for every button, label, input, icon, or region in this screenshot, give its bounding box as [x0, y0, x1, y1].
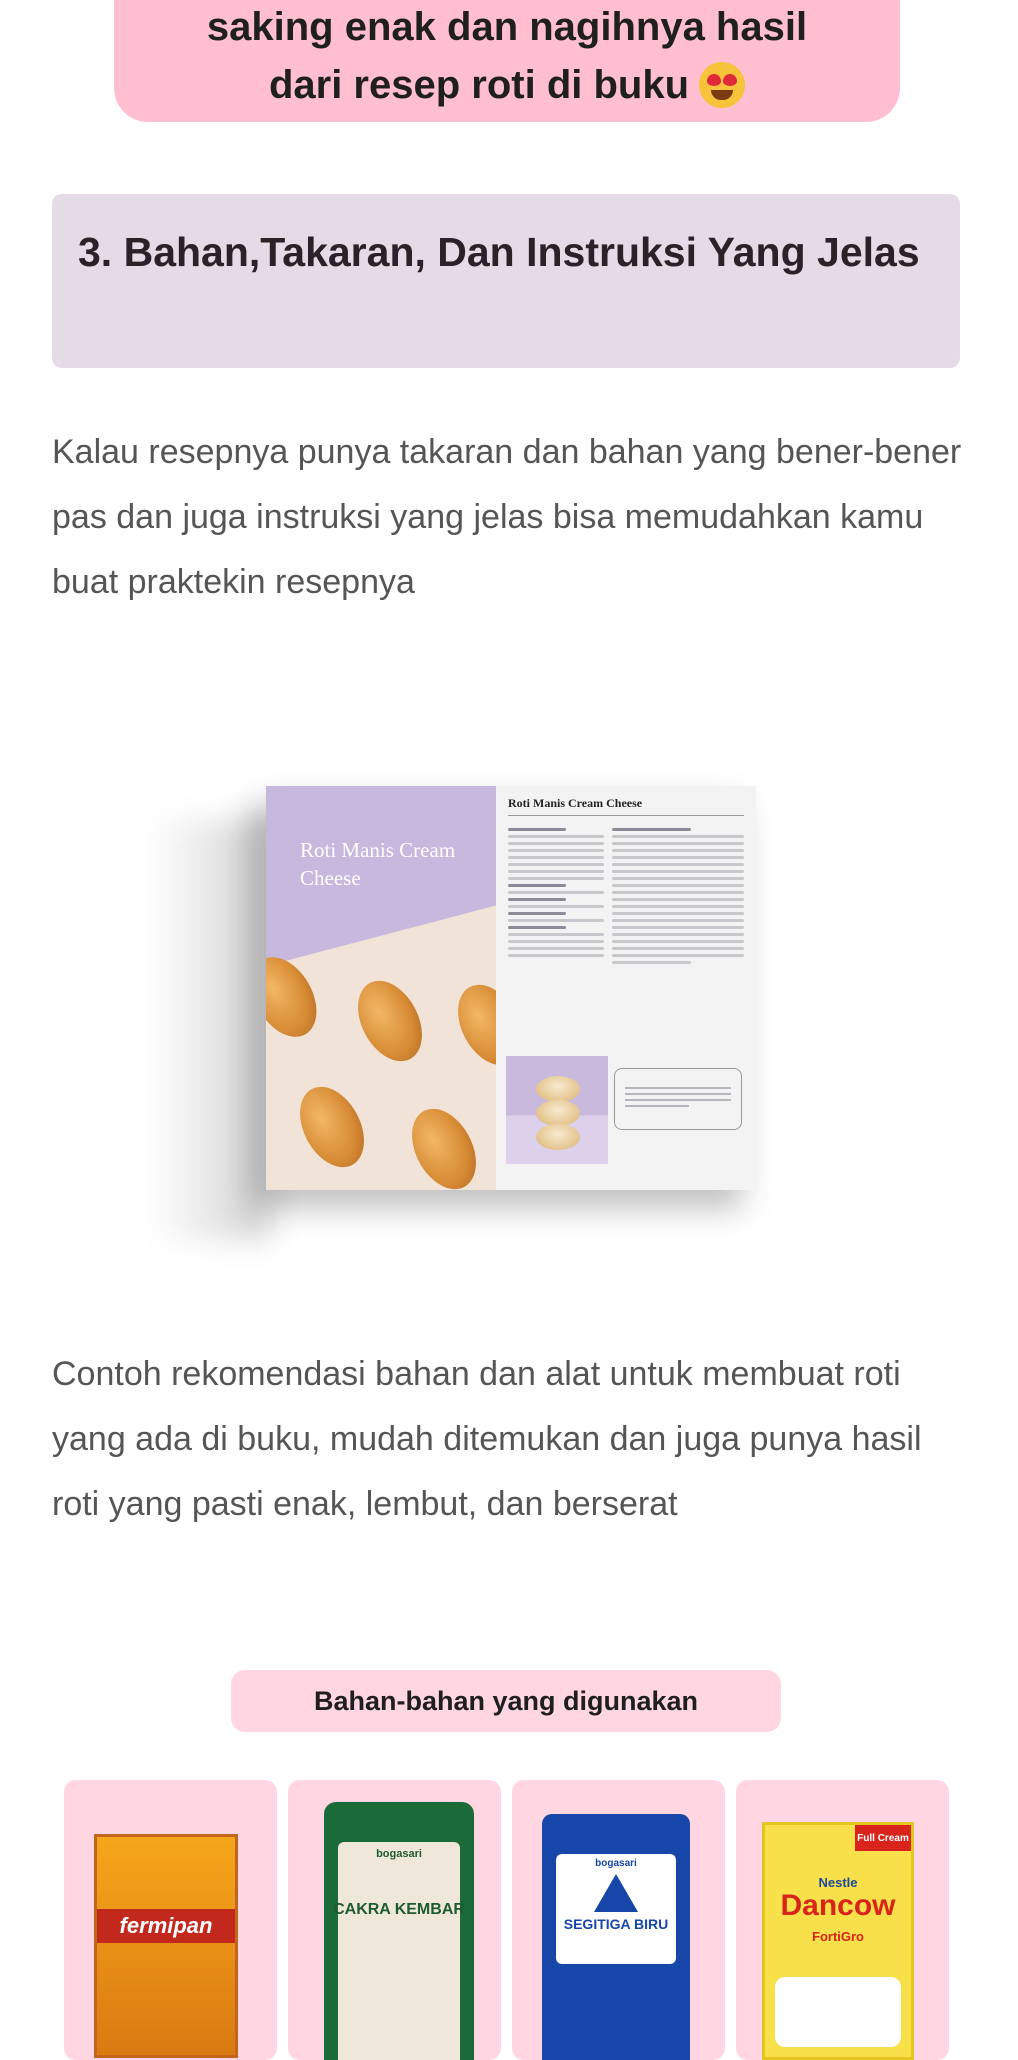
paragraph-recommendation: Contoh rekomendasi bahan dan alat untuk membuat roti yang ada di buku, mudah ditemukan dan juga punya hasil roti yang pasti enak, lembut, dan berserat — [52, 1355, 922, 1523]
cakra-kembar-brand: CAKRA KEMBAR — [333, 1901, 465, 1918]
dancow-maker: Nestle — [818, 1875, 858, 1890]
ingredients-label: Bahan-bahan yang digunakan — [231, 1670, 781, 1732]
recipe-book-image — [150, 780, 770, 1240]
dancow-box — [762, 1822, 914, 2060]
ingredient-cards — [64, 1780, 949, 2060]
cakra-maker: bogasari — [376, 1848, 422, 1860]
fermipan-package — [94, 1834, 238, 2058]
book-left-title: Roti Manis Cream Cheese — [300, 838, 456, 890]
triangle-logo-icon — [594, 1874, 638, 1912]
tips-box — [614, 1068, 742, 1130]
section-heading: 3. Bahan,Takaran, Dan Instruksi Yang Jelas — [52, 194, 960, 368]
top-banner — [114, 0, 900, 122]
banner-line-2-wrap — [269, 56, 745, 114]
product-card-fermipan[interactable] — [64, 1780, 277, 2060]
open-book — [266, 786, 756, 1190]
banner-line-1: saking enak dan nagihnya hasil — [206, 5, 808, 49]
fermipan-brand: fermipan — [97, 1909, 235, 1943]
product-card-segitiga-biru[interactable] — [512, 1780, 725, 2060]
segitiga-maker: bogasari — [595, 1858, 637, 1869]
bread-slice-photo — [506, 1056, 608, 1164]
banner-line-2: dari resep roti di buku — [268, 63, 690, 107]
segitiga-biru-brand: SEGITIGA BIRU — [563, 1916, 669, 1932]
book-left-page — [266, 786, 496, 1190]
product-card-dancow[interactable] — [736, 1780, 949, 2060]
heart-eyes-emoji-icon — [699, 62, 745, 108]
cakra-kembar-bag — [324, 1802, 474, 2060]
product-card-cakra-kembar[interactable] — [288, 1780, 501, 2060]
book-right-page — [496, 786, 756, 1190]
segitiga-biru-bag — [542, 1814, 690, 2060]
book-right-title: Roti Manis Cream Cheese — [508, 796, 744, 816]
paragraph-measurements: Kalau resepnya punya takaran dan bahan yang bener-bener pas dan juga instruksi yang jelas bisa memudahkan kamu buat praktekin resepnya — [52, 433, 962, 601]
dancow-brand: Dancow — [780, 1889, 896, 1922]
dancow-sub: FortiGro — [812, 1929, 864, 1944]
dancow-variant: Full Cream — [855, 1825, 911, 1851]
